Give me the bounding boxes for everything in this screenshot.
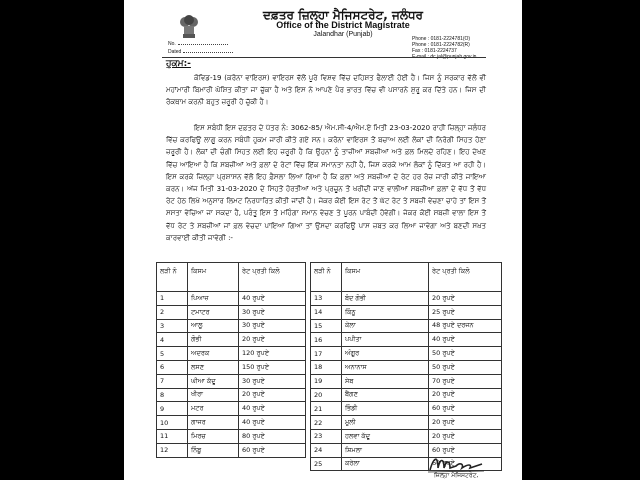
rate-cell: 20 ਰੁਪਏ <box>429 292 502 306</box>
table-row <box>157 402 306 416</box>
table-row <box>311 319 502 333</box>
rate-cell: 25 ਰੁਪਏ <box>429 305 502 319</box>
order-heading: ਹੁਕਮ:- <box>166 59 191 69</box>
rates-table-left <box>156 262 306 458</box>
serial-cell: 6 <box>157 360 188 374</box>
rate-cell: 30 ਰੁਪਏ <box>239 374 306 388</box>
item-cell: ਮਟਰ <box>188 402 239 416</box>
rate-cell: 20 ਰੁਪਏ <box>239 388 306 402</box>
dated-line <box>168 49 233 55</box>
table-row <box>311 429 502 443</box>
table-row <box>311 292 502 306</box>
rate-cell: 30 ਰੁਪਏ <box>239 319 306 333</box>
table-row <box>157 360 306 374</box>
item-cell: ਪਪੀਤਾ <box>342 333 429 347</box>
header-rate: ਰੇਟ ਪ੍ਰਤੀ ਕਿਲੋ <box>429 263 502 292</box>
table-row <box>157 374 306 388</box>
table-row <box>157 319 306 333</box>
serial-cell: 5 <box>157 347 188 361</box>
serial-cell: 16 <box>311 333 342 347</box>
item-cell: ਸ਼ਿਮਲਾ <box>342 443 429 457</box>
office-title-punjabi: ਦਫ਼ਤਰ ਜ਼ਿਲ੍ਹਾ ਮੈਜਿਸਟਰੇਟ, ਜਲੰਧਰ <box>263 8 423 22</box>
contact-line: Phone : 0181-2224781(O) <box>412 36 471 42</box>
serial-cell: 11 <box>157 429 188 443</box>
table-row <box>157 416 306 430</box>
item-cell: ਬੈਂਗਣ <box>342 388 429 402</box>
item-cell: ਅਨਾਨਾਸ <box>342 360 429 374</box>
item-cell: ਆਲੂ <box>188 319 239 333</box>
serial-cell: 4 <box>157 333 188 347</box>
serial-cell: 18 <box>311 360 342 374</box>
item-cell: ਘੀਆ ਕੱਦੂ <box>188 374 239 388</box>
serial-cell: 9 <box>157 402 188 416</box>
rate-cell: 60 ਰੁਪਏ <box>429 443 502 457</box>
table-row <box>157 305 306 319</box>
header-serial: ਲੜੀ ਨੰ <box>157 263 188 292</box>
rate-cell: 20 ਰੁਪਏ <box>429 416 502 430</box>
serial-cell: 25 <box>311 457 342 471</box>
table-row <box>157 333 306 347</box>
table-row <box>157 292 306 306</box>
item-cell: ਮਿਰਚ <box>188 429 239 443</box>
serial-cell: 19 <box>311 374 342 388</box>
serial-cell: 7 <box>157 374 188 388</box>
table-row <box>311 416 502 430</box>
reference-number <box>168 41 228 47</box>
contact-line: E-mail : dc.jal@punjab.gov.in <box>412 54 477 60</box>
rate-cell: 40 ਰੁਪਏ <box>239 402 306 416</box>
serial-cell: 8 <box>157 388 188 402</box>
table-row <box>157 388 306 402</box>
rate-cell: 50 ਰੁਪਏ <box>429 360 502 374</box>
item-cell: ਭਿੰਡੀ <box>342 402 429 416</box>
item-cell: ਗਾਜਰ <box>188 416 239 430</box>
serial-cell: 12 <box>157 443 188 457</box>
rate-cell: 30 ਰੁਪਏ <box>239 305 306 319</box>
rate-cell: 20 ਰੁਪਏ <box>429 429 502 443</box>
rate-cell: 120 ਰੁਪਏ <box>239 347 306 361</box>
rate-cell: 40 ਰੁਪਏ <box>239 292 306 306</box>
office-title-english: Office of the District Magistrate <box>276 20 410 30</box>
item-cell: ਹਲਵਾ ਕੱਦੂ <box>342 429 429 443</box>
header-item: ਕਿਸਮ <box>188 263 239 292</box>
serial-cell: 22 <box>311 416 342 430</box>
table-row <box>311 333 502 347</box>
paragraph-intro <box>166 72 486 108</box>
serial-cell: 24 <box>311 443 342 457</box>
signature-label: ਜ਼ਿਲ੍ਹਾ ਮੈਜਿਸਟਰੇਟ, <box>434 472 479 479</box>
item-cell: ਖੀਰਾ <box>188 388 239 402</box>
header-rate: ਰੇਟ ਪ੍ਰਤੀ ਕਿਲੋ <box>239 263 306 292</box>
rate-cell: 50 ਰੁਪਏ <box>429 347 502 361</box>
paragraph-order <box>166 122 486 270</box>
table-row <box>311 388 502 402</box>
serial-cell: 3 <box>157 319 188 333</box>
table-row <box>311 402 502 416</box>
rate-cell: 60 ਰੁਪਏ <box>239 443 306 457</box>
item-cell: ਸੇਬ <box>342 374 429 388</box>
paragraph-order-text: ਇਸ ਸਬੰਧੀ ਇਸ ਦਫ਼ਤਰ ਦੇ ਪੱਤਰ ਨੰ: 3062-85/ ਐਮ.ਸੀ-4/ਐਮ.ਏ ਮਿਤੀ 23-03-2020 ਰਾਹੀਂ ਜ਼ਿਲ੍ਹਾ ਜਲੰਧਰ ਵਿੱਚ ਕਰਫਿਊ ਲਾਗੂ ਕਰਨ ਸਬੰਧੀ ਹੁਕਮ ਜਾਰੀ ਕੀਤੇ ਗਏ ਸਨ। ਕਰੋਨਾ ਵਾਇਰਸ ਤੋਂ ਬਚਾਅ ਲਈ ਲੋਕਾਂ ਦੀ ਨਿਰੋਗੀ ਸਿਹਤ ਹੋਣਾ ਜ਼ਰੂਰੀ ਹੈ। ਲੋਕਾਂ ਦੀ ਚੰਗੀ ਸਿਹਤ ਲਈ ਇਹ ਜ਼ਰੂਰੀ ਹੈ ਕਿ ਉਹਨਾਂ ਨੂੰ ਤਾਜ਼ੀਆਂ ਸਬਜ਼ੀਆਂ ਅਤੇ ਫ਼ਲ ਮਿਲਦੇ ਰਹਿਣ। ਇਹ ਦੇਖਣ ਵਿੱਚ ਆਇਆ ਹੈ ਕਿ ਸਬਜ਼ੀਆਂ ਅਤੇ ਫ਼ਲਾਂ ਦੇ ਰੇਟਾਂ ਵਿੱਚ ਇੱਕ ਸਮਾਨਤਾ ਨਹੀਂ ਹੈ, ਜਿਸ ਕਰਕੇ ਆਮ ਲੋਕਾਂ ਨੂੰ ਦਿੱਕਤ ਆ ਰਹੀ ਹੈ। ਇਸ ਕਰਕੇ ਜ਼ਿਲ੍ਹਾ ਪ੍ਰਸ਼ਾਸਨ ਵੱਲੋਂ ਇਹ ਫ਼ੈਸਲਾ ਲਿਆ ਗਿਆ ਹੈ ਕਿ ਫ਼ਲਾਂ ਅਤੇ ਸਬਜ਼ੀਆਂ ਦੇ ਰੇਟ ਹਰ ਰੋਜ਼ ਜਾਰੀ ਕੀਤੇ ਜਾਇਆ ਕਰਨ। ਅੱਜ ਮਿਤੀ 31-03-2020 ਦੇ ਸਿਹਤੋਂ ਹੋਰਤੀਆਂ ਅਤੇ ਪ੍ਰਚੂਨ ਤੋਂ ਖਰੀਦੀ ਜਾਣ ਵਾਲੀਆਂ ਸਬਜ਼ੀਆਂ ਫ਼ਲਾਂ ਦੇ ਵੱਧ ਤੋਂ ਵੱਧ ਰੇਟ ਹੇਠ ਲਿਖੇ ਅਨੁਸਾਰ ਲਿਮਟ ਨਿਰਧਾਰਿਤ ਕੀਤੀ ਜਾਂਦੀ ਹੈ। ਜੇਕਰ ਕੋਈ ਇਸ ਰੇਟ ਤੋਂ ਘੱਟ ਰੇਟ ਤੇ ਸਬਜ਼ੀ ਵੇਚਣਾ ਚਾਹੇ ਤਾਂ ਇਸ ਤੋਂ ਸਸਤਾ ਵੇਚਿਆ ਜਾ ਸਕਦਾ ਹੈ, ਪਰੰਤੂ ਇਸ ਤੋਂ ਮਹਿੰਗਾ ਸਮਾਨ ਵੇਚਣ ਤੇ ਪੂਰਨ ਪਾਬੰਦੀ ਹੋਵੇਗੀ। ਜੇਕਰ ਕੋਈ ਸਬਜ਼ੀ ਵਾਲਾ ਇਸ ਤੋਂ ਵੱਧ ਰੇਟ ਤੇ ਸਬਜ਼ੀਆਂ ਜਾਂ ਫ਼ਲ ਵੇਚਦਾ ਪਾਇਆ ਗਿਆ ਤਾਂ ਉਸਦਾ ਕਰਫਿਊ ਪਾਸ ਜ਼ਬਤ ਕਰ ਲਿਆ ਜਾਵੇਗਾ ਅਤੇ ਬਣਦੀ ਸਖ਼ਤ ਕਾਰਵਾਈ ਕੀਤੀ ਜਾਵੇਗੀ :- <box>166 124 486 242</box>
rate-cell: 40 ਰੁਪਏ <box>429 333 502 347</box>
table-header-row <box>157 263 306 292</box>
item-cell: ਕੇਲਾ <box>342 319 429 333</box>
rate-cell: 60 ਰੁਪਏ <box>429 402 502 416</box>
item-cell: ਗੋਭੀ <box>188 333 239 347</box>
table-row <box>311 374 502 388</box>
contact-line: Fax : 0181-2224737 <box>412 48 457 54</box>
item-cell: ਲਸਣ <box>188 360 239 374</box>
paragraph-intro-text: ਕੋਵਿਡ-19 (ਕਰੋਨਾ ਵਾਇਰਸ) ਵਾਇਰਸ ਵੱਲੋਂ ਪੂਰੇ ਵਿਸ਼ਵ ਵਿੱਚ ਦਹਿਸ਼ਤ ਫੈਲਾਈ ਹੋਈ ਹੈ। ਜਿਸ ਨੂੰ ਸਰਕਾਰ ਵੱਲੋਂ ਵੀ ਮਹਾਂਮਾਰੀ ਬਿਮਾਰੀ ਘੋਸ਼ਿਤ ਕੀਤਾ ਜਾ ਚੁੱਕਾ ਹੈ ਅਤੇ ਇਸ ਨੇ ਆਪਣੇ ਪੈਰ ਭਾਰਤ ਵਿੱਚ ਵੀ ਪਸਾਰਨੇ ਸ਼ੁਰੂ ਕਰ ਦਿੱਤੇ ਹਨ। ਜਿਸ ਦੀ ਰੋਕਥਾਮ ਕਰਨੀ ਬਹੁਤ ਜ਼ਰੂਰੀ ਹੋ ਚੁੱਕੀ ਹੈ। <box>166 74 486 107</box>
rates-table-right <box>310 262 502 471</box>
header-serial: ਲੜੀ ਨੰ <box>311 263 342 292</box>
serial-cell: 23 <box>311 429 342 443</box>
serial-cell: 17 <box>311 347 342 361</box>
item-cell: ਮੂਲੀ <box>342 416 429 430</box>
serial-cell: 14 <box>311 305 342 319</box>
rate-cell: 48 ਰੁਪਏ ਦਰਜਨ <box>429 319 502 333</box>
table-row <box>157 443 306 457</box>
item-cell: ਟਮਾਟਰ <box>188 305 239 319</box>
serial-cell: 20 <box>311 388 342 402</box>
serial-cell: 10 <box>157 416 188 430</box>
serial-cell: 15 <box>311 319 342 333</box>
item-cell: ਕਰੇਲਾ <box>342 457 429 471</box>
item-cell: ਅਦਰਕ <box>188 347 239 361</box>
table-row <box>311 360 502 374</box>
item-cell: ਕਿੰਨੂ <box>342 305 429 319</box>
dated-label: Dated <box>168 49 182 55</box>
table-row <box>157 429 306 443</box>
item-cell: ਪਿਆਜ਼ <box>188 292 239 306</box>
rate-cell: 150 ਰੁਪਏ <box>239 360 306 374</box>
header-item: ਕਿਸਮ <box>342 263 429 292</box>
table-header-row <box>311 263 502 292</box>
serial-cell: 1 <box>157 292 188 306</box>
serial-cell: 21 <box>311 402 342 416</box>
rate-cell: 20 ਰੁਪਏ <box>429 388 502 402</box>
item-cell: ਨਿੰਬੂ <box>188 443 239 457</box>
rate-cell: 40 ਰੁਪਏ <box>239 416 306 430</box>
rate-cell: 80 ਰੁਪਏ <box>239 429 306 443</box>
reference-label: No. <box>168 41 176 47</box>
serial-cell: 2 <box>157 305 188 319</box>
serial-cell: 13 <box>311 292 342 306</box>
table-row <box>157 347 306 361</box>
state-emblem-icon <box>177 12 201 42</box>
item-cell: ਬੰਦ ਗੋਭੀ <box>342 292 429 306</box>
table-row <box>311 305 502 319</box>
rate-cell: 20 ਰੁਪਏ <box>239 333 306 347</box>
header-rule <box>162 57 486 58</box>
rate-cell: 60 ਰੁਪਏ <box>429 457 502 471</box>
contact-line: Phone : 0181-2224782(R) <box>412 42 470 48</box>
table-row <box>311 347 502 361</box>
item-cell: ਅੰਗੂਰ <box>342 347 429 361</box>
office-city: Jalandhar (Punjab) <box>313 31 373 38</box>
rate-cell: 70 ਰੁਪਏ <box>429 374 502 388</box>
